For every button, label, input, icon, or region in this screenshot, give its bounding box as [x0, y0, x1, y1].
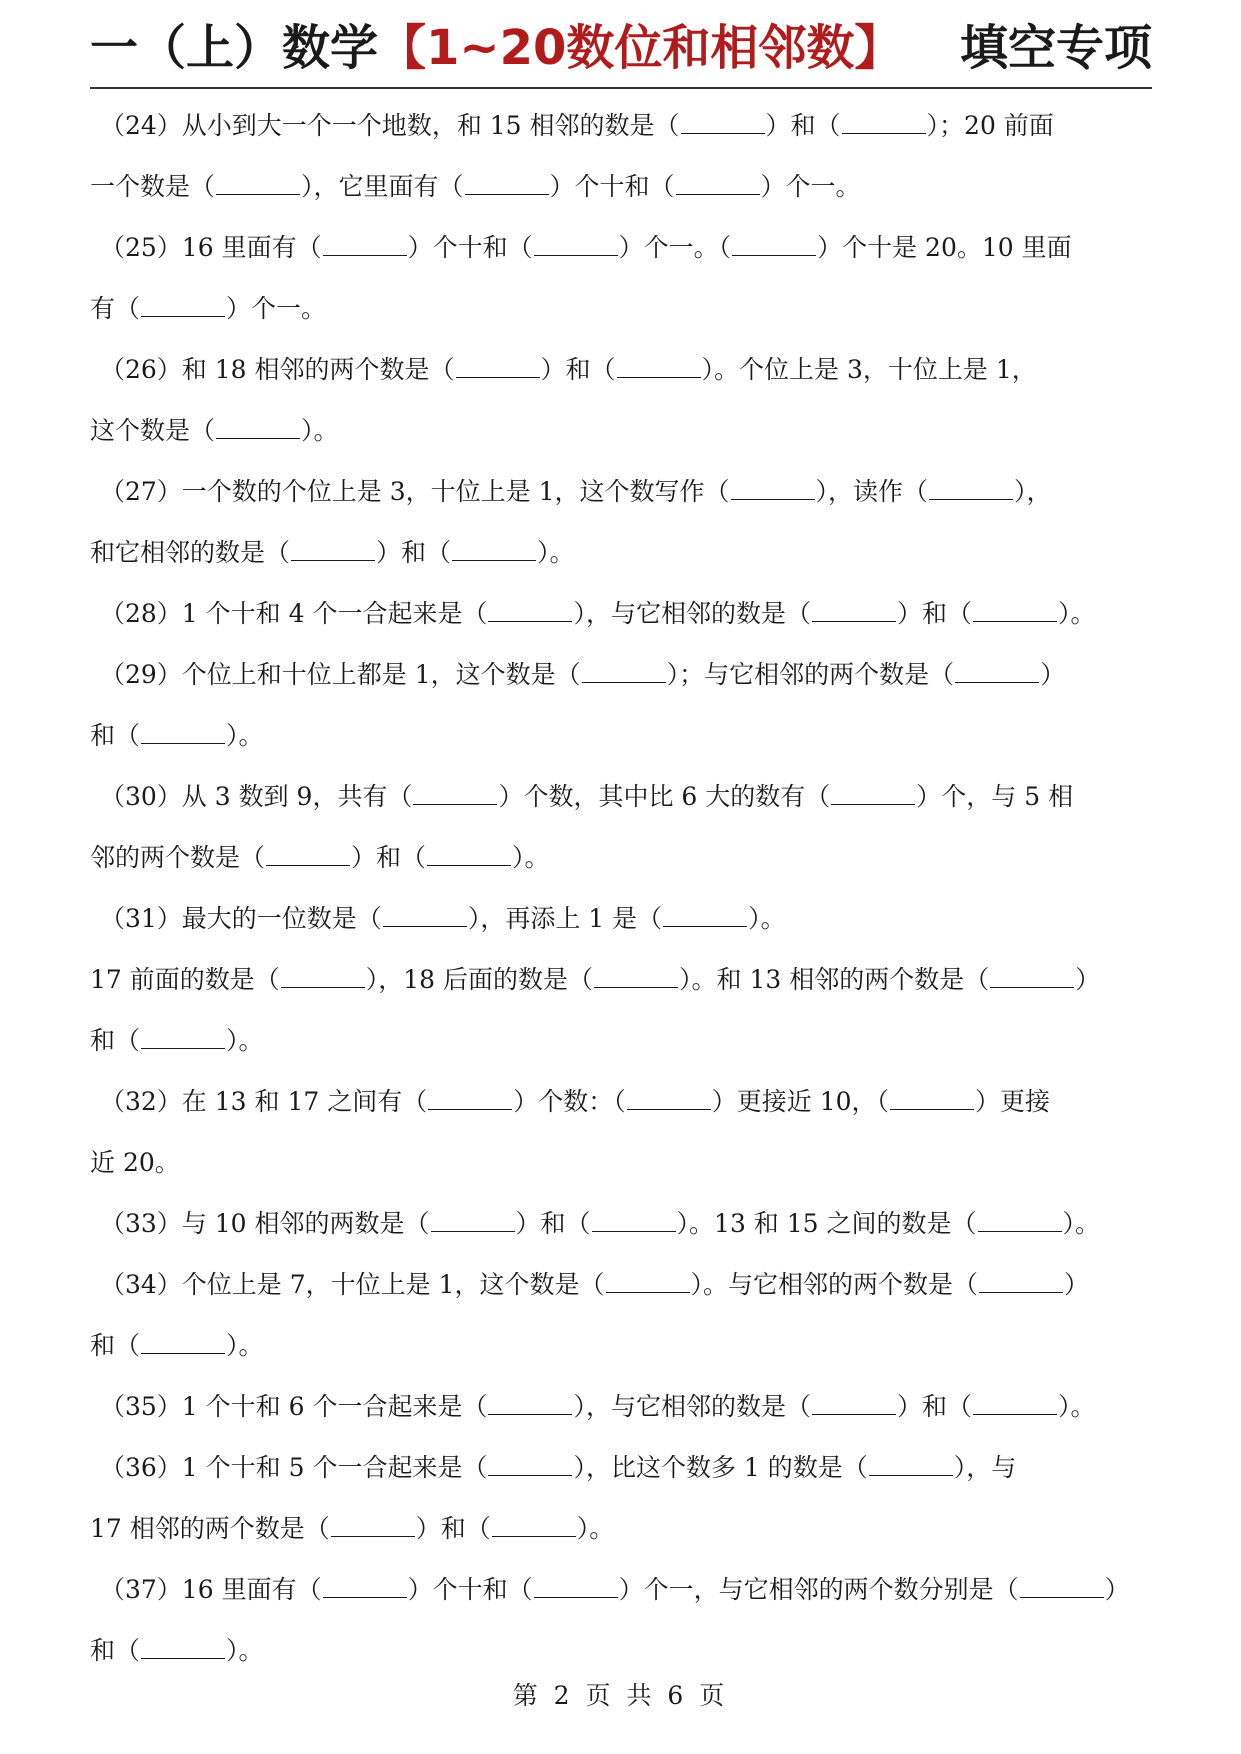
- answer-blank[interactable]: [216, 416, 300, 439]
- answer-blank[interactable]: [731, 477, 815, 500]
- question-line: [90, 705, 1152, 766]
- question-text: ）。: [226, 1026, 264, 1055]
- question-line: [90, 461, 1152, 522]
- question-text: ）。个位上是 3，十位上是 1，: [701, 355, 1037, 384]
- question-text: ）；20 前面: [926, 111, 1054, 140]
- question-text: ）和（: [896, 599, 972, 628]
- question-line: [90, 400, 1152, 461]
- question-text: （30）从 3 数到 9，共有（: [100, 782, 413, 811]
- question-text: ）和（: [415, 1514, 491, 1543]
- answer-blank[interactable]: [594, 965, 678, 988]
- question-text: （35）1 个十和 6 个一合起来是（: [100, 1392, 488, 1421]
- answer-blank[interactable]: [812, 599, 896, 622]
- question-text: （26）和 18 相邻的两个数是（: [100, 355, 455, 384]
- question-text: ）。: [576, 1514, 615, 1543]
- question-text: ）。: [226, 1636, 264, 1665]
- question-text: 近 20。: [90, 1148, 180, 1177]
- question-text: ）个十和（: [407, 233, 533, 262]
- answer-blank[interactable]: [1020, 1575, 1104, 1598]
- answer-blank[interactable]: [592, 1209, 676, 1232]
- question-text: （27）一个数的个位上是 3，十位上是 1，这个数写作（: [100, 477, 730, 506]
- answer-blank[interactable]: [606, 1270, 690, 1293]
- answer-blank[interactable]: [681, 111, 765, 134]
- question-text: 和（: [90, 721, 141, 750]
- question-text: ）。: [301, 416, 339, 445]
- question-text: ），与: [953, 1453, 1017, 1482]
- answer-blank[interactable]: [141, 294, 225, 317]
- question-text: ）更接近 10，（: [711, 1087, 890, 1116]
- question-list: [90, 95, 1152, 1681]
- question-text: ）。: [512, 843, 550, 872]
- question-text: 和（: [90, 1636, 141, 1665]
- question-text: ）个一。: [226, 294, 327, 323]
- answer-blank[interactable]: [431, 1209, 515, 1232]
- question-text: ）。: [537, 538, 575, 567]
- question-line: [90, 156, 1152, 217]
- answer-blank[interactable]: [465, 172, 549, 195]
- answer-blank[interactable]: [973, 1392, 1057, 1415]
- question-line: [90, 339, 1152, 400]
- question-text: ）。: [1058, 599, 1096, 628]
- question-text: 邻的两个数是（: [90, 843, 266, 872]
- answer-blank[interactable]: [955, 660, 1039, 683]
- question-line: [90, 278, 1152, 339]
- answer-blank[interactable]: [534, 1575, 618, 1598]
- title-divider: [90, 87, 1152, 89]
- question-line: [90, 522, 1152, 583]
- answer-blank[interactable]: [488, 599, 572, 622]
- question-text: ），与它相邻的数是（: [573, 1392, 811, 1421]
- question-text: ）个十和（: [549, 172, 675, 201]
- answer-blank[interactable]: [663, 904, 747, 927]
- question-text: （24）从小到大一个一个地数，和 15 相邻的数是（: [100, 111, 680, 140]
- question-text: ）个一，与它相邻的两个数分别是（: [618, 1575, 1019, 1604]
- answer-blank[interactable]: [979, 1270, 1063, 1293]
- question-line: [90, 1376, 1152, 1437]
- question-line: [90, 1071, 1152, 1132]
- answer-blank[interactable]: [141, 1331, 225, 1354]
- question-text: ）个，与 5 相: [916, 782, 1074, 811]
- answer-blank[interactable]: [676, 172, 760, 195]
- answer-blank[interactable]: [266, 843, 350, 866]
- answer-blank[interactable]: [627, 1087, 711, 1110]
- answer-blank[interactable]: [281, 965, 365, 988]
- question-line: [90, 95, 1152, 156]
- question-line: [90, 1254, 1152, 1315]
- question-text: ）个数：（: [513, 1087, 626, 1116]
- question-text: ），18 后面的数是（: [365, 965, 594, 994]
- question-text: ）个数，其中比 6 大的数有（: [498, 782, 831, 811]
- question-text: ）。: [748, 904, 786, 933]
- answer-blank[interactable]: [456, 355, 540, 378]
- question-text: ）个一。: [760, 172, 861, 201]
- question-text: （25）16 里面有（: [100, 233, 322, 262]
- answer-blank[interactable]: [427, 843, 511, 866]
- question-text: ）和（: [896, 1392, 972, 1421]
- question-text: （32）在 13 和 17 之间有（: [100, 1087, 428, 1116]
- answer-blank[interactable]: [141, 721, 225, 744]
- title-highlight: 【1~20数位和相邻数】: [378, 20, 903, 76]
- question-line: [90, 888, 1152, 949]
- answer-blank[interactable]: [973, 599, 1057, 622]
- answer-blank[interactable]: [929, 477, 1013, 500]
- question-text: （34）个位上是 7，十位上是 1，这个数是（: [100, 1270, 605, 1299]
- question-text: ）和（: [376, 538, 452, 567]
- answer-blank[interactable]: [291, 538, 375, 561]
- answer-blank[interactable]: [383, 904, 467, 927]
- question-text: ）更接: [975, 1087, 1051, 1116]
- title-suffix: 填空专项: [959, 20, 1152, 76]
- question-text: （29）个位上和十位上都是 1，这个数是（: [100, 660, 581, 689]
- answer-blank[interactable]: [534, 233, 618, 256]
- answer-blank[interactable]: [492, 1514, 576, 1537]
- answer-blank[interactable]: [978, 1209, 1062, 1232]
- page-title: [90, 14, 1152, 82]
- question-text: （36）1 个十和 5 个一合起来是（: [100, 1453, 488, 1482]
- question-text: ），与它相邻的数是（: [573, 599, 811, 628]
- question-text: ），读作（: [815, 477, 929, 506]
- answer-blank[interactable]: [732, 233, 816, 256]
- answer-blank[interactable]: [428, 1087, 512, 1110]
- question-line: [90, 827, 1152, 888]
- question-text: （31）最大的一位数是（: [100, 904, 382, 933]
- question-line: [90, 1315, 1152, 1376]
- question-line: [90, 1193, 1152, 1254]
- answer-blank[interactable]: [488, 1453, 572, 1476]
- answer-blank[interactable]: [812, 1392, 896, 1415]
- question-text: ）。和 13 相邻的两个数是（: [679, 965, 990, 994]
- question-text: ）和（: [351, 843, 427, 872]
- question-text: ），比这个数多 1 的数是（: [573, 1453, 868, 1482]
- question-text: ）。: [226, 721, 264, 750]
- question-text: （37）16 里面有（: [100, 1575, 322, 1604]
- question-line: [90, 583, 1152, 644]
- answer-blank[interactable]: [890, 1087, 974, 1110]
- question-line: [90, 1620, 1152, 1681]
- answer-blank[interactable]: [990, 965, 1074, 988]
- question-text: （28）1 个十和 4 个一合起来是（: [100, 599, 488, 628]
- question-line: [90, 1010, 1152, 1071]
- question-line: [90, 1132, 1152, 1193]
- question-text: ）: [1075, 965, 1101, 994]
- answer-blank[interactable]: [141, 1636, 225, 1659]
- question-text: ）。: [1058, 1392, 1096, 1421]
- answer-blank[interactable]: [488, 1392, 572, 1415]
- question-text: ），: [1014, 477, 1052, 506]
- title-prefix: 一（上）数学: [90, 20, 379, 76]
- answer-blank[interactable]: [582, 660, 666, 683]
- question-text: 17 前面的数是（: [90, 965, 280, 994]
- question-line: [90, 949, 1152, 1010]
- question-text: 和（: [90, 1026, 141, 1055]
- question-text: ）: [1064, 1270, 1090, 1299]
- question-line: [90, 1498, 1152, 1559]
- question-text: ）和（: [765, 111, 841, 140]
- answer-blank[interactable]: [141, 1026, 225, 1049]
- question-text: ）: [1104, 1575, 1130, 1604]
- answer-blank[interactable]: [842, 111, 926, 134]
- answer-blank[interactable]: [323, 233, 407, 256]
- question-text: ）和（: [540, 355, 616, 384]
- question-line: [90, 1437, 1152, 1498]
- page-footer: 第 2 页 共 6 页: [512, 1681, 729, 1710]
- question-text: ）。: [226, 1331, 264, 1360]
- question-text: ）个十和（: [407, 1575, 533, 1604]
- answer-blank[interactable]: [323, 1575, 407, 1598]
- answer-blank[interactable]: [617, 355, 701, 378]
- question-text: ）。13 和 15 之间的数是（: [676, 1209, 977, 1238]
- question-text: ）；与它相邻的两个数是（: [666, 660, 955, 689]
- question-text: 和（: [90, 1331, 141, 1360]
- question-text: ）和（: [515, 1209, 591, 1238]
- answer-blank[interactable]: [869, 1453, 953, 1476]
- answer-blank[interactable]: [831, 782, 915, 805]
- question-text: ），再添上 1 是（: [467, 904, 663, 933]
- answer-blank[interactable]: [452, 538, 536, 561]
- question-text: ）。与它相邻的两个数是（: [690, 1270, 979, 1299]
- question-line: [90, 644, 1152, 705]
- question-text: ）: [1040, 660, 1066, 689]
- question-text: （33）与 10 相邻的两数是（: [100, 1209, 430, 1238]
- question-line: [90, 766, 1152, 827]
- answer-blank[interactable]: [331, 1514, 415, 1537]
- answer-blank[interactable]: [216, 172, 300, 195]
- question-text: ）。: [1062, 1209, 1101, 1238]
- question-text: 17 相邻的两个数是（: [90, 1514, 330, 1543]
- question-text: 有（: [90, 294, 141, 323]
- question-text: 这个数是（: [90, 416, 216, 445]
- question-text: ）个十是 20。10 里面: [817, 233, 1072, 262]
- question-text: 一个数是（: [90, 172, 216, 201]
- question-text: 和它相邻的数是（: [90, 538, 291, 567]
- question-line: [90, 1559, 1152, 1620]
- question-line: [90, 217, 1152, 278]
- question-text: ），它里面有（: [301, 172, 464, 201]
- question-text: ）个一。（: [618, 233, 732, 262]
- answer-blank[interactable]: [413, 782, 497, 805]
